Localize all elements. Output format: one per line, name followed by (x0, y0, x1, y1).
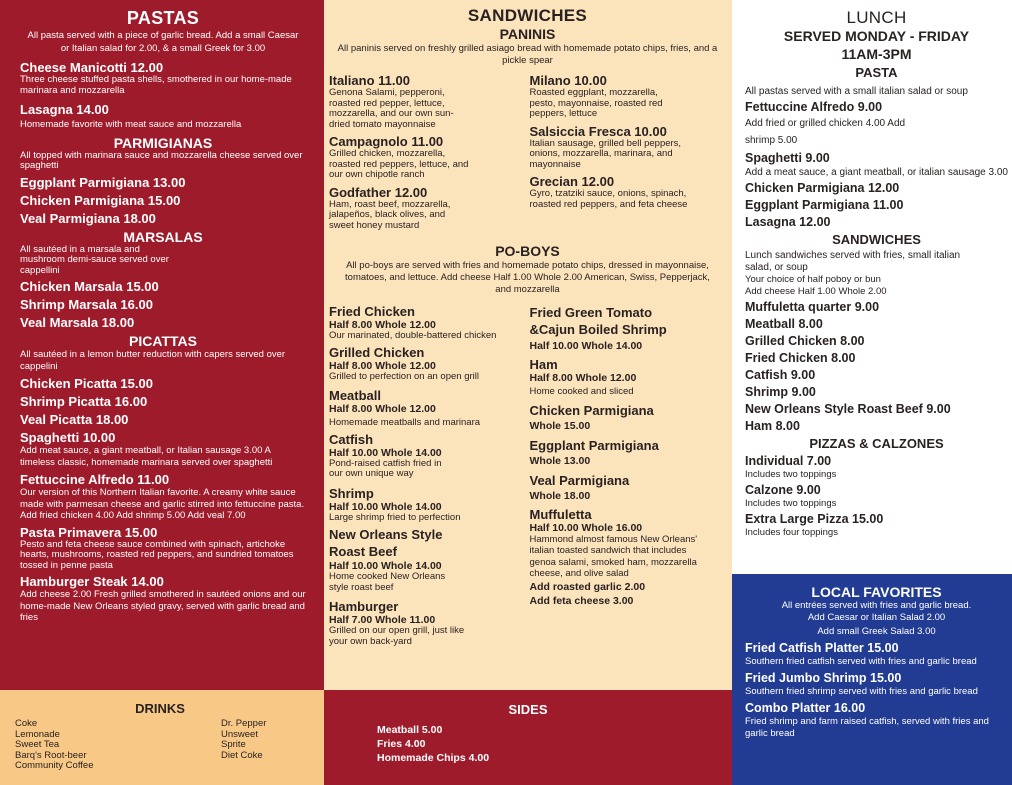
menu-item-desc: Ham, roast beef, mozzarella, jalapeños, black olives, and sweet honey mustard (329, 198, 451, 231)
sides-section (324, 690, 732, 785)
menu-item-desc: Home cooked New Orleans style roast beef (329, 571, 446, 593)
drinks-left (15, 719, 221, 772)
menu-item-name: Veal Parmigiana 18.00 (20, 210, 156, 226)
menu-item-desc: Fried shrimp and farm raised catfish, served with fries and garlic bread (745, 716, 989, 739)
menu-item-name: Hamburger (329, 599, 399, 614)
menu-item-desc: Add meat sauce, a giant meatball, or Italian sausage 3.00 A timeless classic, homemade marinara served over spaghetti (20, 445, 273, 468)
menu-item-name: Ham 8.00 (745, 419, 800, 433)
menu-item-desc: Three cheese stuffed pasta shells, smothered in our home-made marinara and mozzarella (20, 74, 292, 96)
menu-item-name: Catfish (329, 431, 374, 447)
local-favorites-intro: All entrées served with fries and garlic bread. (781, 600, 972, 611)
marsalas-title: MARSALAS (123, 228, 203, 245)
list-item: Meatball 5.00 (377, 724, 443, 736)
menu-item-name: Individual 7.00 (745, 454, 832, 468)
muffuletta-extra: Add roasted garlic 2.00 (529, 580, 646, 593)
list-item: Barq's Root-beer (15, 749, 87, 761)
menu-item-name: Fettuccine Alfredo 11.00 (20, 472, 170, 487)
menu-item-desc: Large shrimp fried to perfection (329, 511, 461, 523)
menu-item-price: Half 10.00 Whole 14.00 (529, 340, 643, 352)
menu-item-name: Eggplant Parmigiana (529, 437, 659, 453)
menu-item-name: New Orleans Style Roast Beef 9.00 (745, 402, 951, 416)
menu-item-name: Veal Picatta 18.00 (20, 412, 129, 427)
list-item: Dr. Pepper (221, 718, 267, 729)
menu-item-name: Meatball 8.00 (745, 317, 823, 331)
menu-item-desc: Our version of this Northern Italian favorite. A creamy white sauce made with parmesan cheese and garlic stirred into fettuccine pasta. Add fried chicken 4.00 Add shrimp 5.00 Add veal 7.00 (20, 487, 305, 521)
lunch-sandwiches-note: Your choice of half poboy or bun (745, 274, 881, 285)
menu-item-desc: Roasted eggplant, mozzarella, pesto, mayonnaise, roasted red peppers, lettuce (529, 87, 663, 119)
menu-item-name: New Orleans Style Roast Beef (329, 527, 443, 559)
sides-list (377, 723, 732, 765)
menu-item-name: Salsiccia Fresca 10.00 (529, 123, 667, 139)
lunch-pasta-title: PASTA (855, 65, 898, 80)
menu-item-name: Spaghetti 10.00 (20, 430, 116, 445)
menu-item-desc: Add fried or grilled chicken 4.00 Add shrimp 5.00 (745, 118, 906, 146)
menu-item-desc: Homemade meatballs and marinara (329, 417, 481, 428)
poboys-grid (329, 301, 726, 647)
menu-item-desc: Gyro, tzatziki sauce, onions, spinach, roasted red peppers, and feta cheese (529, 188, 688, 210)
menu-item-name: Fried Jumbo Shrimp 15.00 (745, 671, 902, 685)
lunch-title: LUNCH (846, 8, 907, 27)
menu-item-desc: Pesto and feta cheese sauce combined with spinach, artichoke hearts, mushrooms, roasted red peppers, and sundried tomatoes tossed in penne pasta (20, 538, 294, 571)
pastas-section (0, 0, 324, 690)
picattas-title: PICATTAS (129, 333, 197, 349)
paninis-grid (329, 70, 726, 231)
menu-item-name: Meatball (329, 388, 382, 403)
menu-item-name: Spaghetti 9.00 (745, 151, 830, 165)
pizzas-title: PIZZAS & CALZONES (809, 436, 944, 451)
menu-item-name: Veal Marsala 18.00 (20, 315, 135, 330)
pastas-title: PASTAS (126, 8, 200, 28)
menu-item-name: Grecian 12.00 (529, 174, 615, 189)
paninis-left (329, 70, 526, 231)
menu-item-name: Godfather 12.00 (329, 184, 428, 200)
menu-item-price: Half 8.00 Whole 12.00 (329, 359, 436, 372)
menu-item-price: Half 8.00 Whole 12.00 (329, 403, 436, 415)
menu-item-name: Shrimp Picatta 16.00 (20, 394, 148, 409)
list-item: Sprite (221, 739, 246, 750)
menu-item-price: Half 10.00 Whole 14.00 (329, 500, 442, 513)
menu-item-name: Fried Green Tomato &Cajun Boiled Shrimp (529, 305, 667, 337)
menu-item-price: Whole 13.00 (529, 454, 591, 467)
pastas-intro: All pasta served with a piece of garlic bread. Add a small Caesar or Italian salad for 2.00, & a small Greek for 3.00 (27, 30, 299, 54)
menu-item-desc: Italian sausage, grilled bell peppers, onions, mozzarella, marinara, and mayonnaise (529, 137, 682, 170)
menu-item-desc: Homemade favorite with meat sauce and mozzarella (20, 119, 242, 130)
menu-item-name: Shrimp Marsala 16.00 (20, 297, 153, 312)
menu-item-desc: Genona Salami, pepperoni, roasted red pepper, lettuce, mozzarella, and our own sun-dried tomato mayonnaise (329, 87, 454, 130)
local-favorites-title: LOCAL FAVORITES (811, 584, 942, 600)
menu-item-desc: Includes two toppings (745, 498, 837, 509)
menu-item-name: Ham (529, 357, 558, 372)
menu-item-name: Fried Chicken 8.00 (745, 351, 856, 365)
menu-item-price: Half 10.00 Whole 14.00 (329, 446, 442, 459)
menu-item-name: Italiano 11.00 (329, 73, 410, 88)
menu-item-desc: Pond-raised catfish fried in our own unique way (329, 457, 442, 479)
local-favorites-intro: Add Caesar or Italian Salad 2.00 (807, 612, 946, 623)
local-favorites-section (732, 574, 1012, 785)
menu-item-name: Pasta Primavera 15.00 (20, 524, 158, 540)
menu-item-name: Grilled Chicken (329, 344, 425, 360)
drinks-section (0, 690, 324, 785)
muffuletta-extra: Add feta cheese 3.00 (529, 594, 634, 607)
menu-item-name: Grilled Chicken 8.00 (745, 334, 865, 348)
menu-item-name: Shrimp 9.00 (745, 385, 816, 399)
list-item: Diet Coke (221, 749, 263, 761)
menu-item-name: Fettuccine Alfredo 9.00 (745, 100, 883, 114)
list-item: Sweet Tea (15, 739, 60, 750)
marsalas-intro: All sautéed in a marsala and mushroom demi-sauce served over cappellini (20, 243, 169, 276)
drinks-list (15, 719, 324, 772)
picattas-intro: All sautéed in a lemon butter reduction with capers served over cappelini (20, 349, 286, 372)
menu-item-desc: Southern fried shrimp served with fries and garlic bread (745, 686, 978, 697)
lunch-days: SERVED MONDAY - FRIDAY (783, 28, 970, 44)
list-item: Homemade Chips 4.00 (377, 752, 490, 764)
lunch-pasta-intro: All pastas served with a small italian salad or soup (745, 86, 968, 97)
lunch-hours: 11AM-3PM (841, 46, 912, 62)
poboys-title: PO-BOYS (495, 243, 560, 259)
paninis-title: PANINIS (499, 26, 556, 42)
menu-item-name: Lasagna 14.00 (20, 102, 109, 117)
lunch-sandwiches-note: Add cheese Half 1.00 Whole 2.00 (745, 286, 887, 297)
paninis-intro: All paninis served on freshly grilled asiago bread with homemade potato chips, fries, and a pickle spear (337, 43, 718, 66)
sandwiches-section (324, 0, 732, 690)
menu-item-name: Chicken Parmigiana 12.00 (745, 181, 900, 195)
paninis-right (526, 70, 727, 231)
menu-item-name: Veal Parmigiana (529, 472, 630, 488)
menu-item-name: Shrimp (329, 485, 374, 501)
menu-item-price: Half 8.00 Whole 12.00 (329, 319, 436, 331)
menu-item-name: Eggplant Parmigiana 13.00 (20, 174, 186, 190)
lunch-sandwiches-intro: Lunch sandwiches served with fries, small italian salad, or soup (745, 250, 961, 273)
poboys-right (526, 301, 727, 647)
menu-item-desc: Grilled chicken, mozzarella, roasted red peppers, lettuce, and our own chipotle ranch (329, 148, 469, 180)
menu-item-desc: Hammond almost famous New Orleans' italian toasted sandwich that includes genoa salami, smoked ham, mozzarella cheese, and olive salad (529, 533, 698, 579)
menu-item-price: Whole 18.00 (529, 489, 591, 502)
sandwiches-title: SANDWICHES (467, 6, 588, 25)
menu-item-name: Milano 10.00 (529, 73, 607, 88)
menu-item-price: Half 7.00 Whole 11.00 (329, 614, 436, 626)
menu-item-desc: Add a meat sauce, a giant meatball, or italian sausage 3.00 (745, 167, 1008, 178)
menu-item-name: Combo Platter 16.00 (745, 701, 866, 715)
menu-item-desc: Grilled on our open grill, just like your own back-yard (329, 625, 465, 647)
menu-item-desc: Includes four toppings (745, 527, 838, 538)
menu-item-name: Extra Large Pizza 15.00 (745, 512, 884, 526)
list-item: Coke (15, 718, 38, 729)
menu-item-name: Lasagna 12.00 (745, 215, 831, 229)
menu-item-desc: Add cheese 2.00 Fresh grilled smothered in sautéed onions and our home-made New Orleans styled gravy, served with garlic bread and fries (20, 589, 306, 623)
menu-item-desc: Southern fried catfish served with fries and garlic bread (745, 656, 977, 667)
menu-item-name: Chicken Marsala 15.00 (20, 279, 159, 294)
lunch-section (732, 0, 1012, 574)
poboys-intro: All po-boys are served with fries and homemade potato chips, dressed in mayonnaise, tomatoes, and lettuce. Add cheese Half 1.00 Whole 2.00 American, Swiss, Pepperjack, and mozzarella (345, 260, 710, 295)
menu-item-name: Campagnolo 11.00 (329, 134, 444, 149)
lunch-sandwiches-title: SANDWICHES (832, 232, 921, 247)
menu-item-name: Fried Catfish Platter 15.00 (745, 641, 899, 655)
drinks-right (221, 719, 266, 772)
list-item: Lemonade (15, 728, 60, 740)
menu-item-desc: Includes two toppings (745, 469, 837, 480)
menu-item-price: Half 10.00 Whole 14.00 (329, 560, 442, 572)
drinks-title: DRINKS (135, 701, 185, 716)
list-item: Unsweet (221, 728, 258, 740)
menu-item-price: Half 10.00 Whole 16.00 (529, 521, 643, 534)
menu-item-name: Muffuletta quarter 9.00 (745, 300, 880, 314)
menu-item-name: Chicken Picatta 15.00 (20, 376, 153, 391)
menu-item-name: Calzone 9.00 (745, 483, 821, 497)
menu-item-name: Eggplant Parmigiana 11.00 (745, 198, 904, 212)
parmigianas-title: PARMIGIANAS (113, 134, 213, 151)
menu-item-name: Catfish 9.00 (745, 368, 816, 382)
local-favorites-intro: Add small Greek Salad 3.00 (817, 626, 936, 637)
menu-item-price: Half 8.00 Whole 12.00 (529, 372, 637, 384)
parmigianas-intro: All topped with marinara sauce and mozzarella cheese served over spaghetti (20, 149, 303, 171)
list-item: Fries 4.00 (377, 738, 426, 750)
menu-item-desc: Home cooked and sliced (529, 386, 634, 397)
list-item: Community Coffee (15, 760, 94, 771)
menu-item-name: Chicken Parmigiana (529, 402, 654, 418)
menu-item-price: Whole 15.00 (529, 419, 591, 432)
menu-item-desc: Grilled to perfection on an open grill (329, 370, 479, 382)
poboys-left (329, 301, 526, 647)
menu-item-name: Hamburger Steak 14.00 (20, 574, 164, 589)
menu-item-desc: Our marinated, double-battered chicken (329, 330, 497, 341)
sides-title: SIDES (508, 702, 548, 717)
menu-item-name: Chicken Parmigiana 15.00 (20, 192, 181, 208)
menu-item-name: Fried Chicken (329, 304, 415, 319)
menu-item-name: Muffuletta (529, 506, 592, 522)
menu-item-name: Cheese Manicotti 12.00 (20, 60, 164, 75)
